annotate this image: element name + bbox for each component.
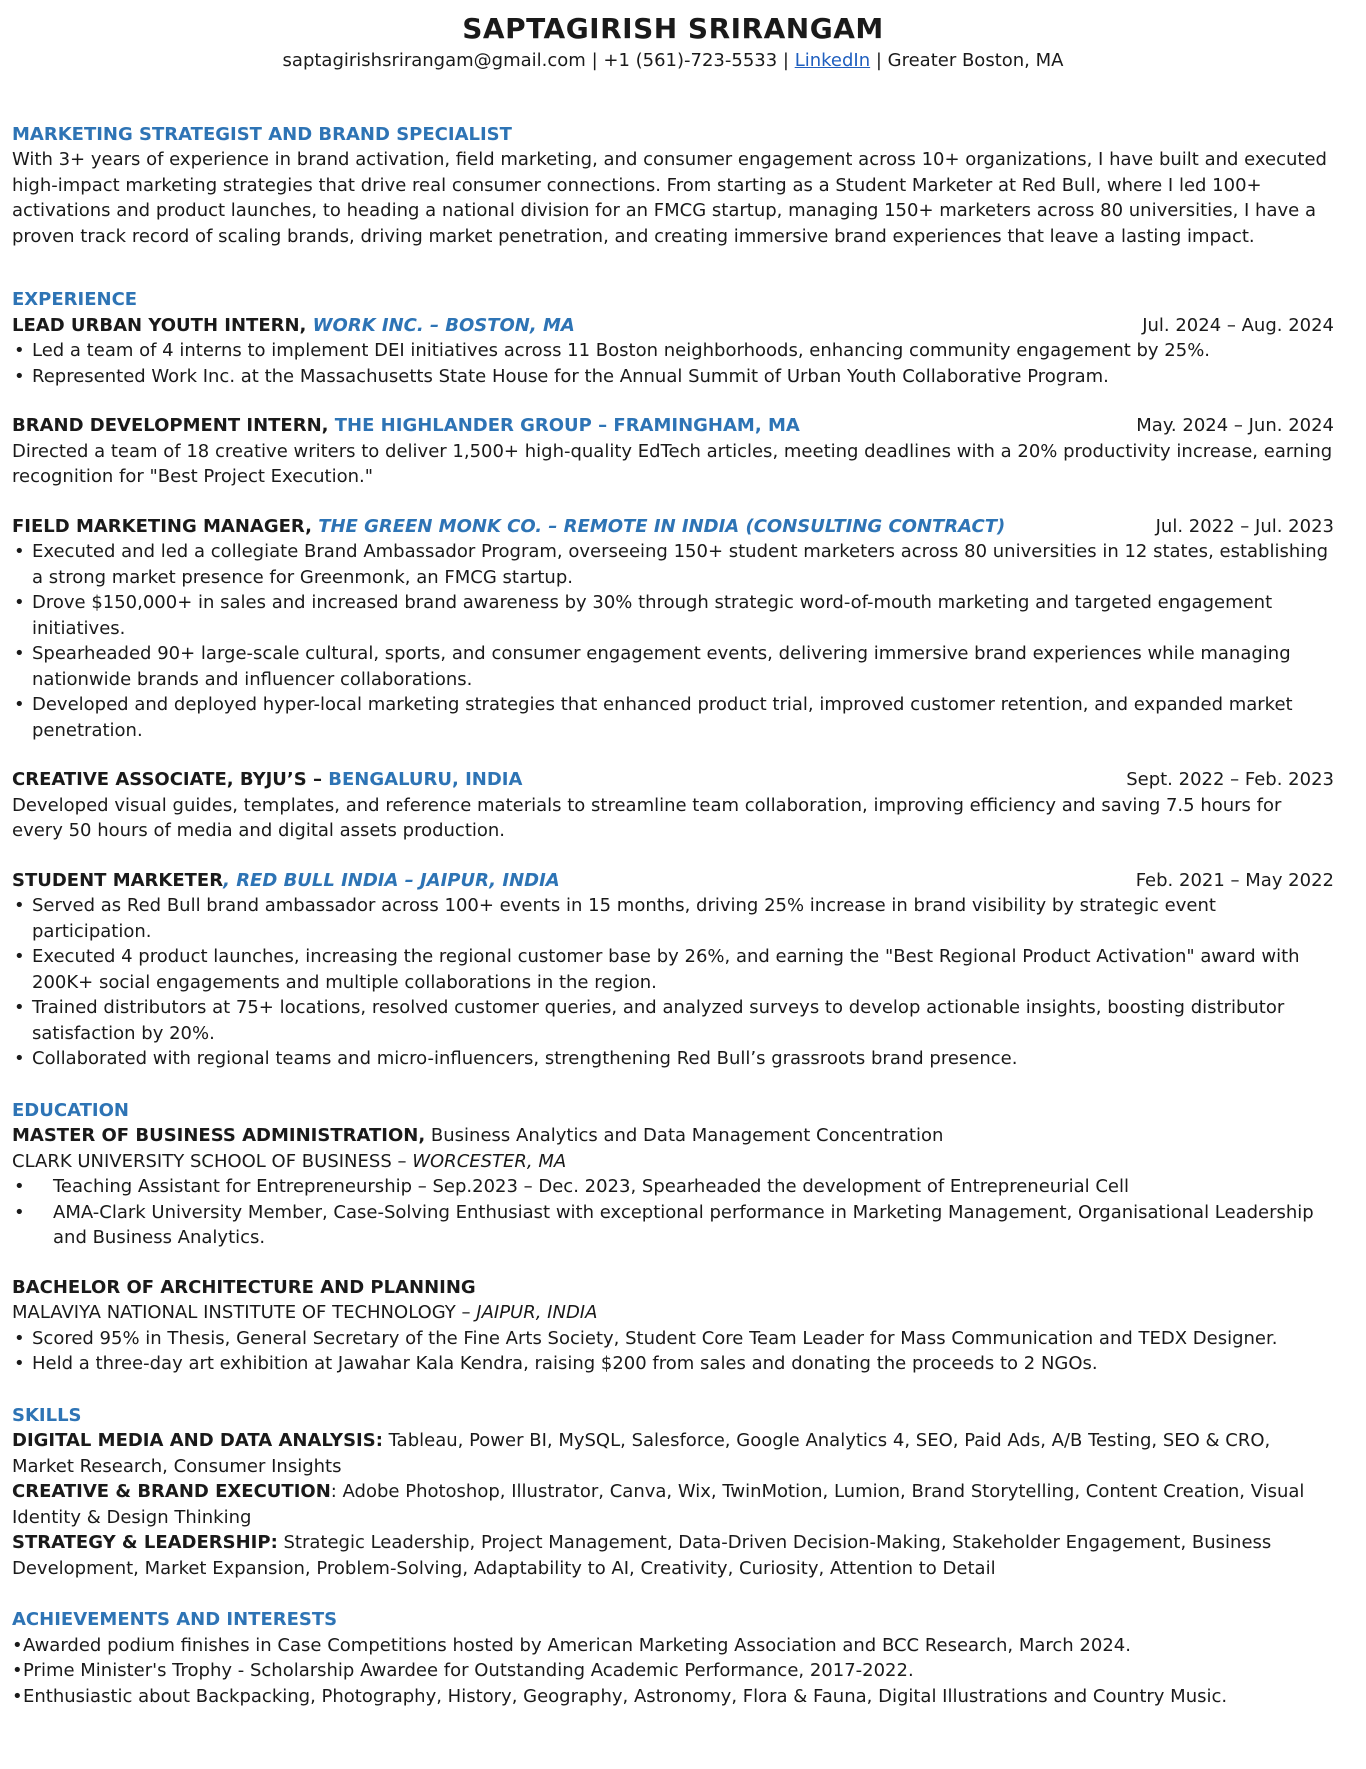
skill-list: Strategic Leadership, Project Management, Data-Driven Decision-Making, Stakeholder Engagement, Business Development, Market Expansion, Problem-Solving, Adaptability to AI, Creativity, Curiosity, Attention to Detail: [12, 1532, 1272, 1579]
job-dates: Jul. 2024 – Aug. 2024: [1142, 314, 1334, 336]
skill-label: STRATEGY & LEADERSHIP:: [12, 1532, 278, 1553]
separator: |: [777, 50, 795, 71]
job-org: THE HIGHLANDER GROUP – FRAMINGHAM, MA: [334, 415, 800, 436]
bullet-item: • Collaborated with regional teams and micro-influencers, strengthening Red Bull’s grassroots brand presence.: [12, 1046, 1334, 1072]
achievement-item: • Awarded podium finishes in Case Competitions hosted by American Marketing Association and BCC Research, March 2024.: [12, 1633, 1334, 1659]
bullet-item: • Trained distributors at 75+ locations, resolved customer queries, and analyzed surveys to develop actionable insights, boosting distributor satisfaction by 20%.: [12, 995, 1334, 1046]
job-entry: [12, 514, 1334, 744]
education-heading: EDUCATION: [12, 1099, 129, 1121]
summary-text: With 3+ years of experience in brand activation, field marketing, and consumer engagement across 10+ organizations, I have built and executed high-impact marketing strategies that drive real consumer connections. From starting as a Student Marketer at Red Bull, where I led 100+ activations and product launches, to heading a national division for an FMCG startup, managing 150+ marketers across 80 universities, I have a proven track record of scaling brands, driving market penetration, and creating immersive brand experiences that leave a lasting impact.: [12, 149, 1327, 247]
job-org: , RED BULL INDIA – JAIPUR, INDIA: [223, 869, 560, 891]
bullet-item: • Represented Work Inc. at the Massachusetts State House for the Annual Summit of Urban Youth Collaborative Program.: [12, 364, 1334, 390]
job-bullets: [12, 338, 1334, 389]
achievements-heading: ACHIEVEMENTS AND INTERESTS: [12, 1609, 338, 1630]
separator: |: [870, 50, 888, 71]
job-description: Developed visual guides, templates, and reference materials to streamline team collaboration, improving efficiency and saving 7.5 hours for every 50 hours of media and digital assets production.: [12, 794, 1282, 841]
email-text: saptagirishsrirangam@gmail.com: [282, 50, 586, 71]
phone-text: +1 (561)-723-5533: [603, 50, 778, 71]
skill-list: : Adobe Photoshop, Illustrator, Canva, Wix, TwinMotion, Lumion, Brand Storytelling, Content Creation, Visual Identity & Design Thinking: [12, 1481, 1305, 1528]
bullet-item: • AMA-Clark University Member, Case-Solving Enthusiast with exceptional performance in Marketing Management, Organisational Leadership and Business Analytics.: [12, 1200, 1334, 1251]
job-title: LEAD URBAN YOUTH INTERN,: [12, 314, 307, 336]
degree-title: BACHELOR OF ARCHITECTURE AND PLANNING: [12, 1276, 476, 1298]
school-name: MALAVIYA NATIONAL INSTITUTE OF TECHNOLOGY –: [12, 1302, 471, 1323]
degree-title: MASTER OF BUSINESS ADMINISTRATION,: [12, 1125, 426, 1146]
job-dates: Sept. 2022 – Feb. 2023: [1126, 769, 1334, 790]
school-name: CLARK UNIVERSITY SCHOOL OF BUSINESS –: [12, 1150, 407, 1172]
job-org: WORK INC. – BOSTON, MA: [312, 314, 575, 336]
skills-heading: SKILLS: [12, 1404, 82, 1426]
job-header: [12, 413, 1334, 439]
job-description: Directed a team of 18 creative writers to deliver 1,500+ high-quality EdTech articles, meeting deadlines with a 20% productivity increase, earning recognition for "Best Project Execution.": [12, 440, 1333, 487]
education-entry: [12, 1275, 1334, 1377]
job-dates: May. 2024 – Jun. 2024: [1136, 415, 1334, 436]
summary-heading: MARKETING STRATEGIST AND BRAND SPECIALIST: [12, 123, 512, 145]
job-entry: [12, 413, 1334, 490]
candidate-name: SAPTAGIRISH SRIRANGAM: [462, 12, 884, 45]
degree-detail: Business Analytics and Data Management Concentration: [425, 1125, 944, 1146]
job-header: [12, 868, 1334, 894]
job-header: [12, 514, 1334, 540]
job-dates: Jul. 2022 – Jul. 2023: [1155, 515, 1334, 537]
job-org: THE GREEN MONK CO. – REMOTE IN INDIA (CONSULTING CONTRACT): [318, 515, 1006, 537]
job-title: STUDENT MARKETER: [12, 869, 224, 891]
education-entry: [12, 1123, 1334, 1251]
achievement-item: • Enthusiastic about Backpacking, Photography, History, Geography, Astronomy, Flora & Fauna, Digital Illustrations and Country Music.: [12, 1684, 1334, 1710]
skill-list: Tableau, Power BI, MySQL, Salesforce, Google Analytics 4, SEO, Paid Ads, A/B Testing, SEO & CRO, Market Research, Consumer Insights: [12, 1430, 1271, 1477]
education-bullets: [12, 1174, 1334, 1251]
job-entry: [12, 313, 1334, 390]
job-bullets: [12, 893, 1334, 1072]
bullet-item: • Served as Red Bull brand ambassador across 100+ events in 15 months, driving 25% increase in brand visibility by strategic event participation.: [12, 893, 1334, 944]
job-dates: Feb. 2021 – May 2022: [1135, 869, 1334, 891]
bullet-item: • Led a team of 4 interns to implement DEI initiatives across 11 Boston neighborhoods, enhancing community engagement by 25%.: [12, 338, 1334, 364]
skill-group: [12, 1530, 1334, 1581]
school-place: WORCESTER, MA: [412, 1150, 567, 1172]
separator: |: [585, 50, 604, 71]
bullet-item: • Teaching Assistant for Entrepreneurship – Sep.2023 – Dec. 2023, Spearheaded the development of Entrepreneurial Cell: [12, 1174, 1334, 1200]
job-title: FIELD MARKETING MANAGER,: [12, 515, 312, 537]
skill-label: CREATIVE & BRAND EXECUTION: [12, 1481, 331, 1502]
school-place: JAIPUR, INDIA: [476, 1302, 598, 1323]
job-header: [12, 767, 1334, 793]
bullet-item: • Held a three-day art exhibition at Jawahar Kala Kendra, raising $200 from sales and donating the proceeds to 2 NGOs.: [12, 1351, 1334, 1377]
job-bullets: [12, 539, 1334, 743]
achievements-list: [12, 1633, 1334, 1710]
bullet-item: • Developed and deployed hyper-local marketing strategies that enhanced product trial, improved customer retention, and expanded market penetration.: [12, 692, 1334, 743]
bullet-item: • Spearheaded 90+ large-scale cultural, sports, and consumer engagement events, delivering immersive brand experiences while managing nationwide brands and influencer collaborations.: [12, 641, 1334, 692]
skill-group: [12, 1428, 1334, 1479]
experience-heading: EXPERIENCE: [12, 289, 138, 310]
location-text: Greater Boston, MA: [887, 50, 1064, 71]
linkedin-link[interactable]: LinkedIn: [794, 50, 871, 71]
contact-line: [12, 48, 1334, 74]
job-title: CREATIVE ASSOCIATE, BYJU’S –: [12, 769, 322, 790]
job-org: BENGALURU, INDIA: [328, 769, 523, 790]
skill-group: [12, 1479, 1334, 1530]
job-entry: [12, 868, 1334, 1072]
job-header: [12, 313, 1334, 339]
bullet-item: • Drove $150,000+ in sales and increased brand awareness by 30% through strategic word-of-mouth marketing and targeted engagement initiatives.: [12, 590, 1334, 641]
skill-label: DIGITAL MEDIA AND DATA ANALYSIS:: [12, 1430, 383, 1451]
achievement-item: • Prime Minister's Trophy - Scholarship Awardee for Outstanding Academic Performance, 2017-2022.: [12, 1658, 1334, 1684]
bullet-item: • Executed 4 product launches, increasing the regional customer base by 26%, and earning the "Best Regional Product Activation" award with 200K+ social engagements and multiple collaborations in the region.: [12, 944, 1334, 995]
job-title: BRAND DEVELOPMENT INTERN,: [12, 415, 329, 436]
bullet-item: • Executed and led a collegiate Brand Ambassador Program, overseeing 150+ student marketers across 80 universities in 12 states, establishing a strong market presence for Greenmonk, an FMCG startup.: [12, 539, 1334, 590]
education-bullets: [12, 1326, 1334, 1377]
job-entry: [12, 767, 1334, 844]
bullet-item: • Scored 95% in Thesis, General Secretary of the Fine Arts Society, Student Core Team Leader for Mass Communication and TEDX Designer.: [12, 1326, 1334, 1352]
